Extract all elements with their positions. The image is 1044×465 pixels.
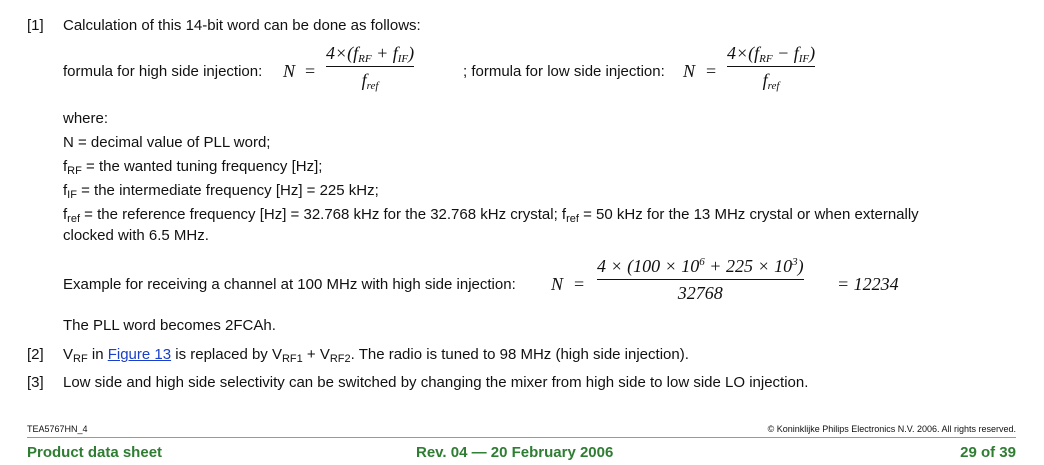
footer-doc-type: Product data sheet	[27, 444, 163, 461]
subscript: RF	[67, 165, 82, 177]
example-label: Example for receiving a channel at 100 MHz with high side injection:	[63, 276, 516, 293]
note-marker-3: [3]	[27, 374, 44, 391]
symbol: f	[63, 182, 68, 199]
high-side-numerator: $4\times(f_{RF} + f_{IF})$	[326, 43, 415, 65]
definition-text: = the reference frequency [Hz] = 32.768 kHz for the 32.768 kHz crystal; f	[80, 206, 567, 223]
note-1-intro: Calculation of this 14-bit word can be done as follows:	[63, 17, 421, 34]
pll-result: The PLL word becomes 2FCAh.	[63, 317, 276, 334]
equals-hs: =	[305, 61, 316, 81]
figure-13-link[interactable]: Figure 13	[107, 346, 172, 363]
footer-divider	[27, 437, 1016, 438]
equals-ls: =	[706, 61, 717, 81]
document-id: TEA5767HN_4	[27, 424, 88, 434]
subscript: ref	[67, 213, 81, 225]
note-marker-1: [1]	[27, 17, 44, 34]
where-label: where:	[63, 110, 109, 127]
symbol: V	[63, 346, 74, 363]
note-3-text: Low side and high side selectivity can be switched by changing the mixer from high side to low side LO injection.	[63, 374, 809, 391]
text: + V	[302, 346, 330, 363]
footer-revision: Rev. 04 — 20 February 2006	[416, 444, 614, 461]
high-side-label: formula for high side injection:	[63, 63, 263, 80]
high-side-denominator: $f_{ref}$	[361, 70, 379, 92]
definition-frf	[63, 158, 322, 175]
definition-text: = the wanted tuning frequency [Hz];	[81, 158, 323, 175]
high-side-fraction	[326, 42, 414, 91]
n-symbol-example: N	[551, 274, 564, 294]
fraction-bar	[326, 66, 414, 67]
definition-fref	[63, 206, 919, 223]
definition-text: = the intermediate frequency [Hz] = 225 kHz;	[76, 182, 379, 199]
n-symbol-hs: N	[283, 61, 296, 81]
definition-text: = 50 kHz for the 13 MHz crystal or when externally	[578, 206, 919, 223]
example-denominator: 32768	[677, 283, 723, 303]
copyright: © Koninklijke Philips Electronics N.V. 2006. All rights reserved.	[767, 424, 1016, 434]
low-side-numerator: $4\times(f_{RF} - f_{IF})$	[727, 43, 816, 65]
fraction-bar	[597, 279, 804, 280]
definition-n: N = decimal value of PLL word;	[63, 134, 271, 151]
equals-example: =	[574, 274, 585, 294]
low-side-denominator: $f_{ref}$	[762, 70, 780, 92]
example-numerator: $4 \times (100 \times 10^6 + 225 \times 10^3)$	[597, 256, 804, 276]
symbol: f	[63, 206, 68, 223]
low-side-label: ; formula for low side injection:	[463, 63, 665, 80]
definition-fif	[63, 182, 379, 199]
definition-fref-continued: clocked with 6.5 MHz.	[63, 227, 209, 244]
subscript: RF	[73, 353, 88, 365]
example-fraction	[597, 255, 804, 304]
n-symbol-ls: N	[683, 61, 696, 81]
note-2-text	[63, 346, 689, 363]
subscript: IF	[67, 189, 77, 201]
text: in	[87, 346, 108, 363]
fraction-bar	[727, 66, 815, 67]
note-marker-2: [2]	[27, 346, 44, 363]
text: is replaced by V	[171, 346, 282, 363]
subscript: ref	[566, 213, 579, 225]
symbol: f	[63, 158, 68, 175]
subscript: RF1	[281, 353, 303, 365]
subscript: RF2	[329, 353, 351, 365]
page-number: 29 of 39	[960, 444, 1016, 461]
text: . The radio is tuned to 98 MHz (high side injection).	[350, 346, 689, 363]
example-result: = 12234	[837, 274, 899, 294]
low-side-fraction	[727, 42, 815, 91]
